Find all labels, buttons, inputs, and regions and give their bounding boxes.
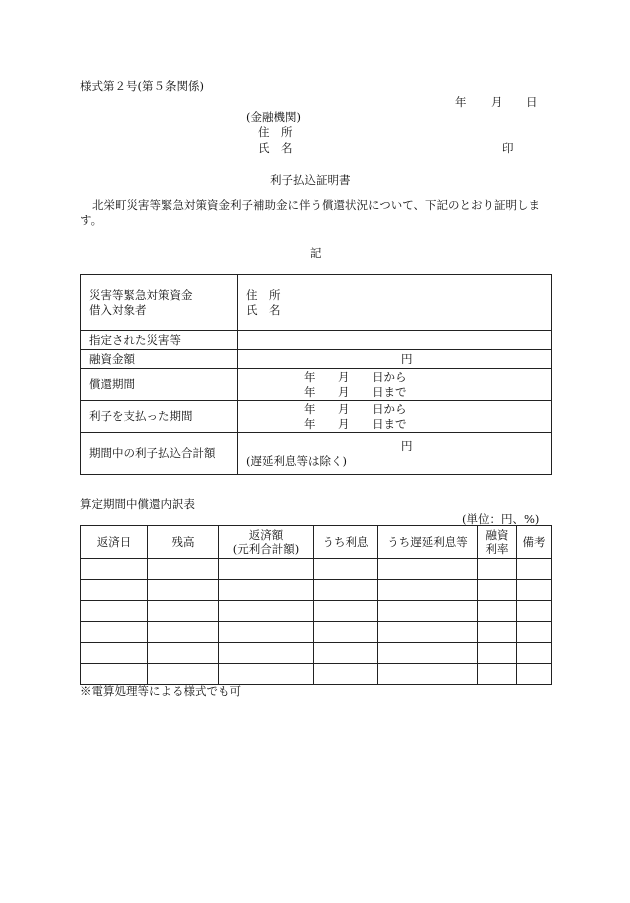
col-header-late-interest: うち遅延利息等 <box>378 526 478 559</box>
body-paragraph: 北栄町災害等緊急対策資金利子補助金に伴う償還状況について、下記のとおり証明します。 <box>80 198 541 227</box>
repayment-table-body <box>81 559 552 685</box>
table-cell <box>378 622 478 643</box>
repay-period-label-cell: 償還期間 <box>81 369 238 401</box>
col-header-rate <box>478 526 517 559</box>
interest-from-day: 日から <box>372 401 407 416</box>
interest-from-month: 月 <box>338 401 350 416</box>
total-interest-label-cell: 期間中の利子払込合計額 <box>81 433 238 475</box>
table-cell <box>314 643 378 664</box>
table-row <box>81 601 552 622</box>
table-cell <box>314 664 378 685</box>
interest-period-label-cell: 利子を支払った期間 <box>81 401 238 433</box>
repay-from-day: 日から <box>372 369 407 384</box>
table-cell <box>517 643 552 664</box>
table-row <box>81 664 552 685</box>
repay-period-to-line <box>246 385 551 400</box>
table-row <box>81 559 552 580</box>
col-header-interest: うち利息 <box>314 526 378 559</box>
table-cell <box>378 559 478 580</box>
disaster-value-cell <box>238 331 552 350</box>
institution-label: (金融機関) <box>246 110 301 124</box>
col-header-date: 返済日 <box>81 526 148 559</box>
form-number: 様式第２号(第５条関係) <box>80 79 204 93</box>
repay-to-year: 年 <box>304 384 316 399</box>
footnote: ※電算処理等による様式でも可 <box>80 684 241 698</box>
interest-to-year: 年 <box>304 416 316 431</box>
col-header-repay <box>219 526 314 559</box>
table-cell <box>81 622 148 643</box>
interest-to-day: 日まで <box>372 416 407 431</box>
seal-mark: 印 <box>502 141 514 155</box>
repay-from-year: 年 <box>304 369 316 384</box>
table-cell <box>81 664 148 685</box>
repay-period-value-cell <box>238 369 552 401</box>
table-cell <box>314 622 378 643</box>
breakdown-title: 算定期間中償還内訳表 <box>80 497 195 511</box>
repay-from-month: 月 <box>338 369 350 384</box>
borrower-label-line1: 災害等緊急対策資金 <box>89 287 193 302</box>
table-cell <box>81 601 148 622</box>
table-cell <box>517 559 552 580</box>
table-cell <box>517 601 552 622</box>
table-cell <box>478 643 517 664</box>
interest-period-to-line <box>246 417 551 432</box>
disaster-label-cell: 指定された災害等 <box>81 331 238 350</box>
borrower-name-label: 氏 名 <box>246 302 281 317</box>
table-cell <box>478 559 517 580</box>
repay-to-day: 日まで <box>372 384 407 399</box>
date-day-label: 日 <box>526 95 538 109</box>
interest-from-year: 年 <box>304 401 316 416</box>
table-cell <box>219 622 314 643</box>
certificate-info-table <box>80 274 552 475</box>
ki-label: 記 <box>310 246 322 260</box>
col-header-remarks: 備考 <box>517 526 552 559</box>
borrower-label-cell <box>81 275 238 331</box>
col-header-repay-line1: 返済額 <box>248 528 284 542</box>
total-interest-note: (遅延利息等は除く) <box>246 453 347 468</box>
table-cell <box>478 580 517 601</box>
table-cell <box>517 622 552 643</box>
table-cell <box>478 601 517 622</box>
interest-period-from-line <box>246 402 551 417</box>
table-cell <box>314 580 378 601</box>
issuer-name-label: 氏 名 <box>258 141 293 155</box>
table-cell <box>378 664 478 685</box>
borrower-label-line2: 借入対象者 <box>89 302 147 317</box>
table-cell <box>81 580 148 601</box>
table-cell <box>219 580 314 601</box>
table-cell <box>219 643 314 664</box>
interest-to-month: 月 <box>338 416 350 431</box>
table-cell <box>378 601 478 622</box>
table-cell <box>148 664 219 685</box>
repay-to-month: 月 <box>338 384 350 399</box>
total-interest-value-cell <box>238 433 552 475</box>
table-cell <box>219 601 314 622</box>
loan-amount-value-cell <box>238 350 552 369</box>
table-cell <box>148 559 219 580</box>
table-cell <box>219 559 314 580</box>
total-interest-unit: 円 <box>401 438 413 453</box>
table-cell <box>378 643 478 664</box>
table-cell <box>378 580 478 601</box>
issuer-address-label: 住 所 <box>258 125 293 139</box>
date-month-label: 月 <box>491 95 503 109</box>
table-cell <box>148 622 219 643</box>
table-row <box>81 643 552 664</box>
repayment-breakdown-table <box>80 525 552 685</box>
table-cell <box>81 559 148 580</box>
loan-amount-label-cell: 融資金額 <box>81 350 238 369</box>
table-row <box>81 580 552 601</box>
breakdown-unit: (単位：円、%) <box>462 512 540 526</box>
table-cell <box>81 643 148 664</box>
table-cell <box>517 664 552 685</box>
table-cell <box>314 601 378 622</box>
table-row <box>81 622 552 643</box>
borrower-value-cell <box>238 275 552 331</box>
table-cell <box>478 622 517 643</box>
col-header-rate-line1: 融資 <box>485 528 509 542</box>
borrower-address-label: 住 所 <box>246 287 281 302</box>
repay-period-from-line <box>246 370 551 385</box>
table-cell <box>517 580 552 601</box>
date-year-label: 年 <box>455 95 467 109</box>
table-cell <box>148 580 219 601</box>
table-cell <box>148 643 219 664</box>
table-cell <box>478 664 517 685</box>
table-cell <box>219 664 314 685</box>
table-cell <box>314 559 378 580</box>
col-header-rate-line2: 利率 <box>485 542 509 556</box>
document-title: 利子払込証明書 <box>270 173 351 187</box>
loan-amount-unit: 円 <box>401 351 413 366</box>
table-cell <box>148 601 219 622</box>
interest-period-value-cell <box>238 401 552 433</box>
col-header-balance: 残高 <box>148 526 219 559</box>
col-header-repay-line2: (元利合計額) <box>232 542 300 556</box>
